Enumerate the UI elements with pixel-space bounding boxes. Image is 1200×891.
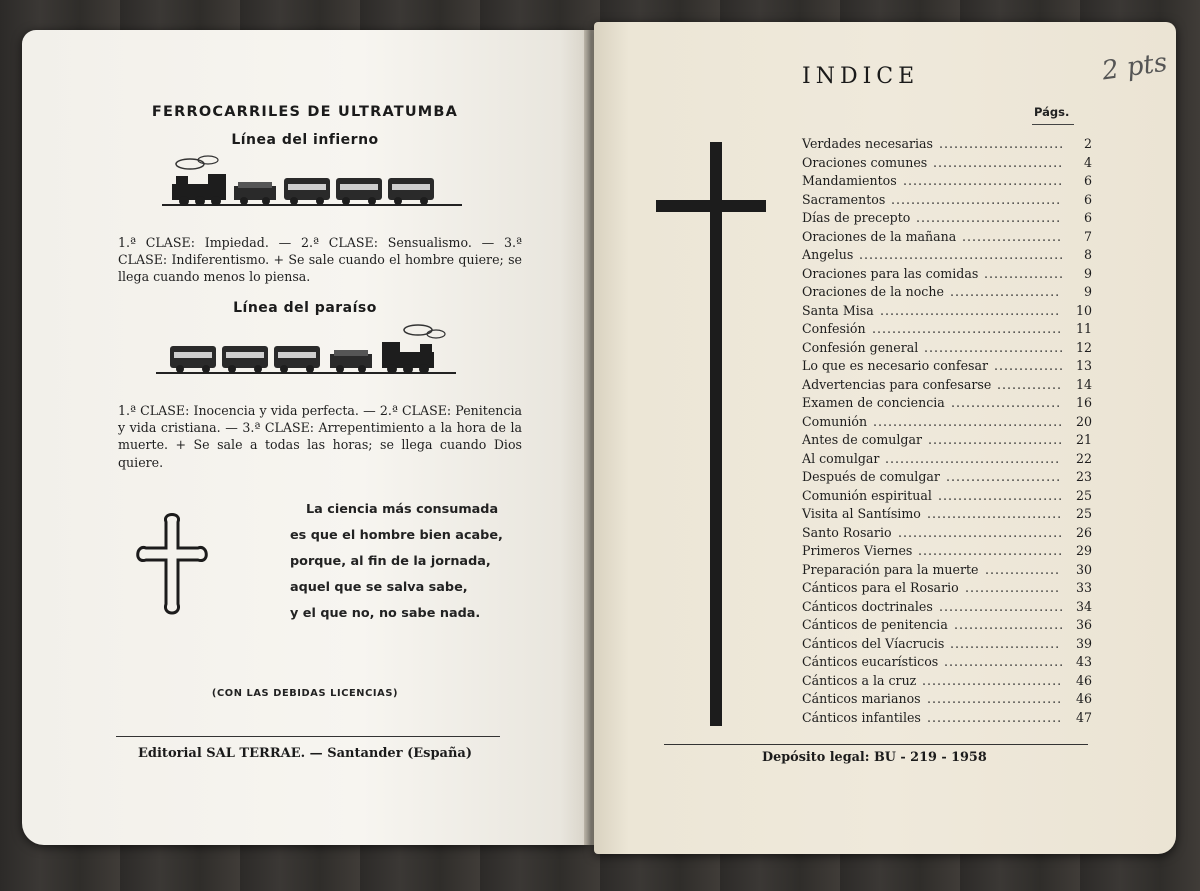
toc-entry-page: 14 — [1075, 376, 1092, 392]
legal-deposit: Depósito legal: BU - 219 - 1958 — [762, 750, 987, 765]
toc-entry-title: Primeros Viernes — [802, 543, 913, 558]
paradise-line-heading: Línea del paraíso — [233, 300, 377, 316]
toc-entry-page: 46 — [1075, 672, 1092, 688]
poem-line: aquel que se salva sabe, — [290, 580, 468, 595]
toc-leader-dots: ....................... — [946, 469, 1062, 484]
toc-entry-title: Cánticos a la cruz — [802, 672, 917, 688]
toc-entry-title: Oraciones comunes — [802, 154, 928, 170]
toc-leader-dots: ........................... — [927, 506, 1063, 521]
toc-entry-title: Oraciones de la noche — [802, 284, 944, 299]
hell-line-classes: 1.ª CLASE: Impiedad. — 2.ª CLASE: Sensualismo. — 3.ª CLASE: Indiferentismo. + Se sale cuando el hombre quiere; se llega cuando menos lo piensa. — [118, 235, 522, 285]
poem-line: La ciencia más consumada — [306, 502, 499, 517]
toc-entry — [802, 321, 1092, 340]
toc-leader-dots: ............................. — [916, 210, 1062, 225]
toc-entry-page: 6 — [1083, 173, 1092, 188]
trefoil-cross-icon — [126, 504, 218, 624]
toc-entry-page: 10 — [1075, 302, 1092, 318]
toc-entry-title: Cánticos marianos — [802, 691, 921, 706]
toc-entry-page: 34 — [1075, 598, 1092, 614]
toc-leader-dots: ......................... — [939, 136, 1064, 151]
toc-entry-page: 2 — [1083, 136, 1092, 151]
toc-leader-dots: .................... — [962, 228, 1063, 244]
toc-entry-title: Confesión — [802, 321, 866, 336]
toc-entry-page: 13 — [1075, 358, 1092, 373]
toc-entry-page: 20 — [1075, 413, 1092, 429]
divider — [1032, 124, 1074, 125]
toc-leader-dots: .......................... — [933, 154, 1064, 170]
right-page — [594, 22, 1176, 854]
toc-leader-dots: ...................... — [950, 635, 1061, 651]
toc-entry-page: 43 — [1075, 654, 1092, 669]
toc-entry-page: 23 — [1075, 469, 1092, 484]
poem-line: porque, al fin de la jornada, — [290, 554, 491, 569]
toc-entry — [802, 266, 1092, 285]
toc-entry-page: 30 — [1075, 561, 1092, 577]
toc-entry-page: 12 — [1075, 339, 1092, 355]
toc-entry — [802, 599, 1092, 618]
toc-entry-page: 29 — [1075, 543, 1092, 558]
toc-leader-dots: ................ — [984, 265, 1064, 281]
toc-entry-title: Después de comulgar — [802, 469, 940, 484]
toc-entry-page: 26 — [1075, 524, 1092, 540]
toc-entry-title: Advertencias para confesarse — [802, 376, 992, 392]
toc-entry-title: Oraciones para las comidas — [802, 265, 979, 281]
toc-leader-dots: ............................ — [924, 339, 1064, 355]
toc-entry — [802, 395, 1092, 414]
toc-entry — [802, 673, 1092, 692]
toc-leader-dots: ...................... — [954, 617, 1064, 632]
toc-entry — [802, 303, 1092, 322]
toc-entry-page: 6 — [1083, 191, 1092, 207]
toc-entry-page: 33 — [1075, 580, 1092, 595]
toc-entry — [802, 617, 1092, 636]
toc-entry — [802, 451, 1092, 470]
toc-leader-dots: ......................... — [939, 598, 1064, 614]
toc-entry-page: 9 — [1083, 265, 1092, 281]
toc-entry — [802, 580, 1092, 599]
toc-entry-page: 39 — [1075, 635, 1092, 651]
toc-entry-title: Antes de comulgar — [802, 432, 923, 447]
toc-entry — [802, 210, 1092, 229]
toc-leader-dots: ......................................... — [859, 247, 1064, 262]
toc-entry-title: Al comulgar — [802, 450, 880, 466]
left-page — [22, 30, 588, 845]
toc-leader-dots: ............. — [997, 376, 1063, 392]
toc-entry-title: Visita al Santísimo — [802, 506, 921, 521]
toc-entry-title: Santo Rosario — [802, 524, 892, 540]
toc-entry-page: 16 — [1075, 395, 1092, 410]
poem-line: es que el hombre bien acabe, — [290, 528, 503, 543]
toc-entry-title: Examen de conciencia — [802, 395, 945, 410]
toc-leader-dots: .................................... — [880, 302, 1061, 318]
toc-entry-page: 6 — [1083, 210, 1092, 225]
toc-entry — [802, 414, 1092, 433]
toc-leader-dots: ........................... — [927, 709, 1063, 725]
toc-entry-page: 25 — [1075, 506, 1092, 521]
toc-leader-dots: ......................... — [938, 487, 1064, 503]
toc-entry — [802, 469, 1092, 488]
publisher-line: Editorial SAL TERRAE. — Santander (España) — [138, 746, 472, 761]
toc-entry — [802, 358, 1092, 377]
toc-leader-dots: ........................... — [928, 432, 1064, 447]
toc-entry-title: Mandamientos — [802, 173, 897, 188]
toc-entry-page: 47 — [1075, 709, 1092, 725]
toc-entry — [802, 377, 1092, 396]
hell-train-illustration — [162, 154, 462, 210]
toc-entry-title: Cánticos para el Rosario — [802, 580, 959, 595]
toc-entry — [802, 691, 1092, 710]
toc-entry-title: Cánticos eucarísticos — [802, 654, 939, 669]
toc-entry — [802, 488, 1092, 507]
toc-entry — [802, 636, 1092, 655]
handwritten-price: 2 pts — [1100, 47, 1170, 87]
toc-entry — [802, 247, 1092, 266]
divider — [664, 744, 1088, 745]
toc-entry-title: Preparación para la muerte — [802, 561, 979, 577]
index-title: INDICE — [802, 64, 920, 89]
toc-entry — [802, 525, 1092, 544]
toc-leader-dots: ........................ — [944, 654, 1064, 669]
table-of-contents — [802, 136, 1092, 728]
toc-entry-title: Cánticos infantiles — [802, 709, 921, 725]
toc-entry-title: Cánticos del Víacrucis — [802, 635, 945, 651]
licenses-note: (CON LAS DEBIDAS LICENCIAS) — [211, 688, 399, 699]
pages-column-header: Págs. — [1034, 105, 1070, 119]
toc-entry-title: Comunión espiritual — [802, 487, 932, 503]
toc-leader-dots: ................................... — [885, 450, 1061, 466]
paradise-line-classes: 1.ª CLASE: Inocencia y vida perfecta. — 2.ª CLASE: Penitencia y vida cristiana. — 3.ª CLASE: Arrepentimiento a la hora de la muerte. + Se sale a todas las horas; se llega cuando Dios quiere. — [118, 403, 522, 470]
toc-entry — [802, 506, 1092, 525]
toc-entry-title: Sacramentos — [802, 191, 886, 207]
toc-leader-dots: ...................... — [950, 284, 1061, 299]
toc-entry-page: 11 — [1075, 321, 1092, 336]
paradise-train-illustration — [156, 322, 456, 378]
cross-icon-bar — [656, 200, 766, 212]
toc-entry-page: 22 — [1075, 450, 1092, 466]
toc-entry — [802, 155, 1092, 174]
toc-entry-page: 9 — [1083, 284, 1092, 299]
hell-line-heading: Línea del infierno — [231, 132, 379, 148]
toc-leader-dots: ............... — [985, 561, 1061, 577]
toc-entry-title: Días de precepto — [802, 210, 911, 225]
toc-entry-title: Cánticos doctrinales — [802, 598, 933, 614]
poem-line: y el que no, no sabe nada. — [290, 606, 481, 621]
toc-leader-dots: ...................... — [951, 395, 1062, 410]
toc-entry — [802, 284, 1092, 303]
toc-entry-title: Angelus — [802, 247, 854, 262]
toc-entry-title: Lo que es necesario confesar — [802, 358, 989, 373]
toc-entry-page: 8 — [1083, 247, 1092, 262]
toc-leader-dots: ................................ — [903, 173, 1064, 188]
cross-icon — [710, 142, 722, 726]
toc-leader-dots: ................... — [965, 580, 1061, 595]
toc-entry-title: Comunión — [802, 413, 868, 429]
toc-entry-title: Verdades necesarias — [802, 136, 934, 151]
toc-leader-dots: ........................... — [927, 691, 1063, 706]
toc-leader-dots: ...................................... — [872, 321, 1063, 336]
toc-entry — [802, 432, 1092, 451]
toc-leader-dots: .............. — [994, 358, 1064, 373]
toc-entry-title: Cánticos de penitencia — [802, 617, 948, 632]
page-title: FERROCARRILES DE ULTRATUMBA — [151, 104, 459, 120]
toc-entry — [802, 136, 1092, 155]
toc-entry-page: 36 — [1075, 617, 1092, 632]
toc-entry-page: 4 — [1083, 154, 1092, 170]
toc-leader-dots: ............................. — [918, 543, 1064, 558]
toc-leader-dots: ................................. — [898, 524, 1064, 540]
toc-entry-page: 25 — [1075, 487, 1092, 503]
toc-entry-page: 21 — [1075, 432, 1092, 447]
toc-leader-dots: ...................................... — [873, 413, 1064, 429]
toc-entry — [802, 229, 1092, 248]
divider — [116, 736, 500, 737]
toc-entry — [802, 192, 1092, 211]
toc-entry — [802, 710, 1092, 729]
poem — [290, 502, 510, 632]
toc-entry — [802, 543, 1092, 562]
toc-entry-page: 46 — [1075, 691, 1092, 706]
toc-leader-dots: ............................ — [922, 672, 1063, 688]
toc-entry-title: Oraciones de la mañana — [802, 228, 957, 244]
toc-entry — [802, 562, 1092, 581]
toc-leader-dots: .................................. — [891, 191, 1062, 207]
toc-entry — [802, 654, 1092, 673]
toc-entry-page: 7 — [1083, 228, 1092, 244]
toc-entry — [802, 340, 1092, 359]
toc-entry-title: Confesión general — [802, 339, 919, 355]
toc-entry-title: Santa Misa — [802, 302, 874, 318]
toc-entry — [802, 173, 1092, 192]
